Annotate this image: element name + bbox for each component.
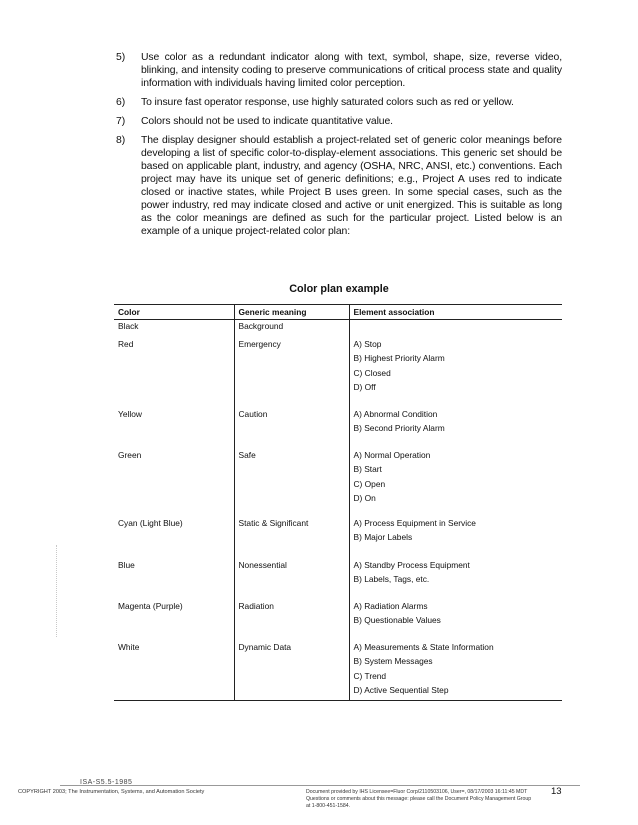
element-association: C) Trend — [353, 670, 387, 681]
element-association: B) Major Labels — [353, 532, 413, 543]
color-name: Magenta (Purple) — [118, 600, 183, 611]
color-name: Yellow — [118, 408, 142, 419]
element-association: A) Abnormal Condition — [353, 408, 438, 419]
element-association: C) Closed — [353, 367, 391, 378]
color-name: Blue — [118, 559, 135, 570]
table-row — [114, 518, 562, 560]
element-association: A) Process Equipment in Service — [353, 517, 476, 528]
table-row — [114, 642, 562, 701]
element-association: B) System Messages — [353, 656, 433, 667]
table-row — [114, 560, 562, 601]
color-name: Green — [118, 449, 142, 460]
element-association: B) Start — [353, 464, 382, 475]
page-number: 13 — [551, 786, 562, 797]
guideline-item — [116, 51, 562, 90]
generic-meaning: Emergency — [238, 338, 281, 349]
table-row — [114, 320, 562, 339]
color-name: Cyan (Light Blue) — [118, 517, 183, 528]
header-color: Color — [114, 305, 234, 320]
color-name: White — [118, 641, 140, 652]
color-name: Red — [118, 338, 134, 349]
generic-meaning: Background — [238, 321, 284, 331]
element-association: A) Standby Process Equipment — [353, 559, 470, 570]
numbered-guidelines — [116, 51, 562, 244]
generic-meaning: Caution — [238, 408, 268, 419]
table-row — [114, 409, 562, 450]
item-number: 8) — [116, 135, 126, 146]
element-association: A) Normal Operation — [353, 449, 431, 460]
generic-meaning: Radiation — [238, 600, 274, 611]
element-association: B) Highest Priority Alarm — [353, 353, 445, 364]
element-association: D) On — [353, 493, 376, 504]
generic-meaning: Nonessential — [238, 559, 287, 570]
element-association: B) Second Priority Alarm — [353, 423, 445, 434]
item-text: Use color as a redundant indicator along with text, symbol, shape, size, reverse video, blinking, and intensity coding to preserve communications of critical process state and quality information with individuals having limited color perception. — [141, 52, 562, 89]
license-notice: Document provided by IHS Licensee=Fluor Corp/2110503106, User=, 08/17/2003 16:11:45 MDT Questions or comments about this message: please call the Document Policy Management Group at 1-800-451-1584. — [306, 789, 532, 809]
table-row — [114, 450, 562, 518]
element-association: A) Measurements & State Information — [353, 641, 494, 652]
table-header-row — [114, 305, 562, 320]
item-text: To insure fast operator response, use highly saturated colors such as red or yellow. — [141, 97, 514, 108]
item-number: 5) — [116, 52, 126, 63]
element-association: B) Labels, Tags, etc. — [353, 574, 430, 585]
element-association: A) Stop — [353, 338, 382, 349]
copyright-notice: COPYRIGHT 2003; The Instrumentation, Systems, and Automation Society — [18, 789, 205, 795]
color-name: Black — [118, 321, 139, 331]
generic-meaning: Safe — [238, 449, 256, 460]
header-generic-meaning: Generic meaning — [234, 305, 349, 320]
footer-divider — [60, 785, 580, 786]
guideline-item — [116, 96, 562, 109]
element-association: B) Questionable Values — [353, 615, 441, 626]
generic-meaning: Dynamic Data — [238, 641, 292, 652]
item-number: 6) — [116, 97, 126, 108]
item-number: 7) — [116, 116, 126, 127]
item-text: Colors should not be used to indicate quantitative value. — [141, 116, 393, 127]
table-row — [114, 339, 562, 409]
element-association: A) Radiation Alarms — [353, 600, 428, 611]
margin-watermark — [56, 545, 60, 637]
color-plan-table — [114, 304, 562, 701]
element-association: D) Off — [353, 382, 376, 393]
guideline-item — [116, 134, 562, 238]
table-row — [114, 601, 562, 642]
document-stamp: ISA-S5.5-1985 — [80, 779, 133, 786]
generic-meaning: Static & Significant — [238, 517, 309, 528]
element-association: C) Open — [353, 478, 386, 489]
item-text: The display designer should establish a project-related set of generic color meanings before developing a list of specific color-to-display-element associations. This generic set should be based on applicable plant, industry, and agency (OSHA, NRC, ANSI, etc.) conventions. Each project may have its unique set of generic definitions; e.g., Project A uses red to indicate closed or inactive states, while Project B uses green. In some special cases, such as the power industry, red may indicate closed and active or unit energized. This is suitable as long as the color meanings are defined as such for the particular project. Listed below is an example of a unique project-related color plan: — [141, 135, 562, 237]
table-title: Color plan example — [289, 283, 389, 295]
element-association: D) Active Sequential Step — [353, 685, 449, 696]
guideline-item — [116, 115, 562, 128]
header-element-association: Element association — [349, 305, 562, 320]
